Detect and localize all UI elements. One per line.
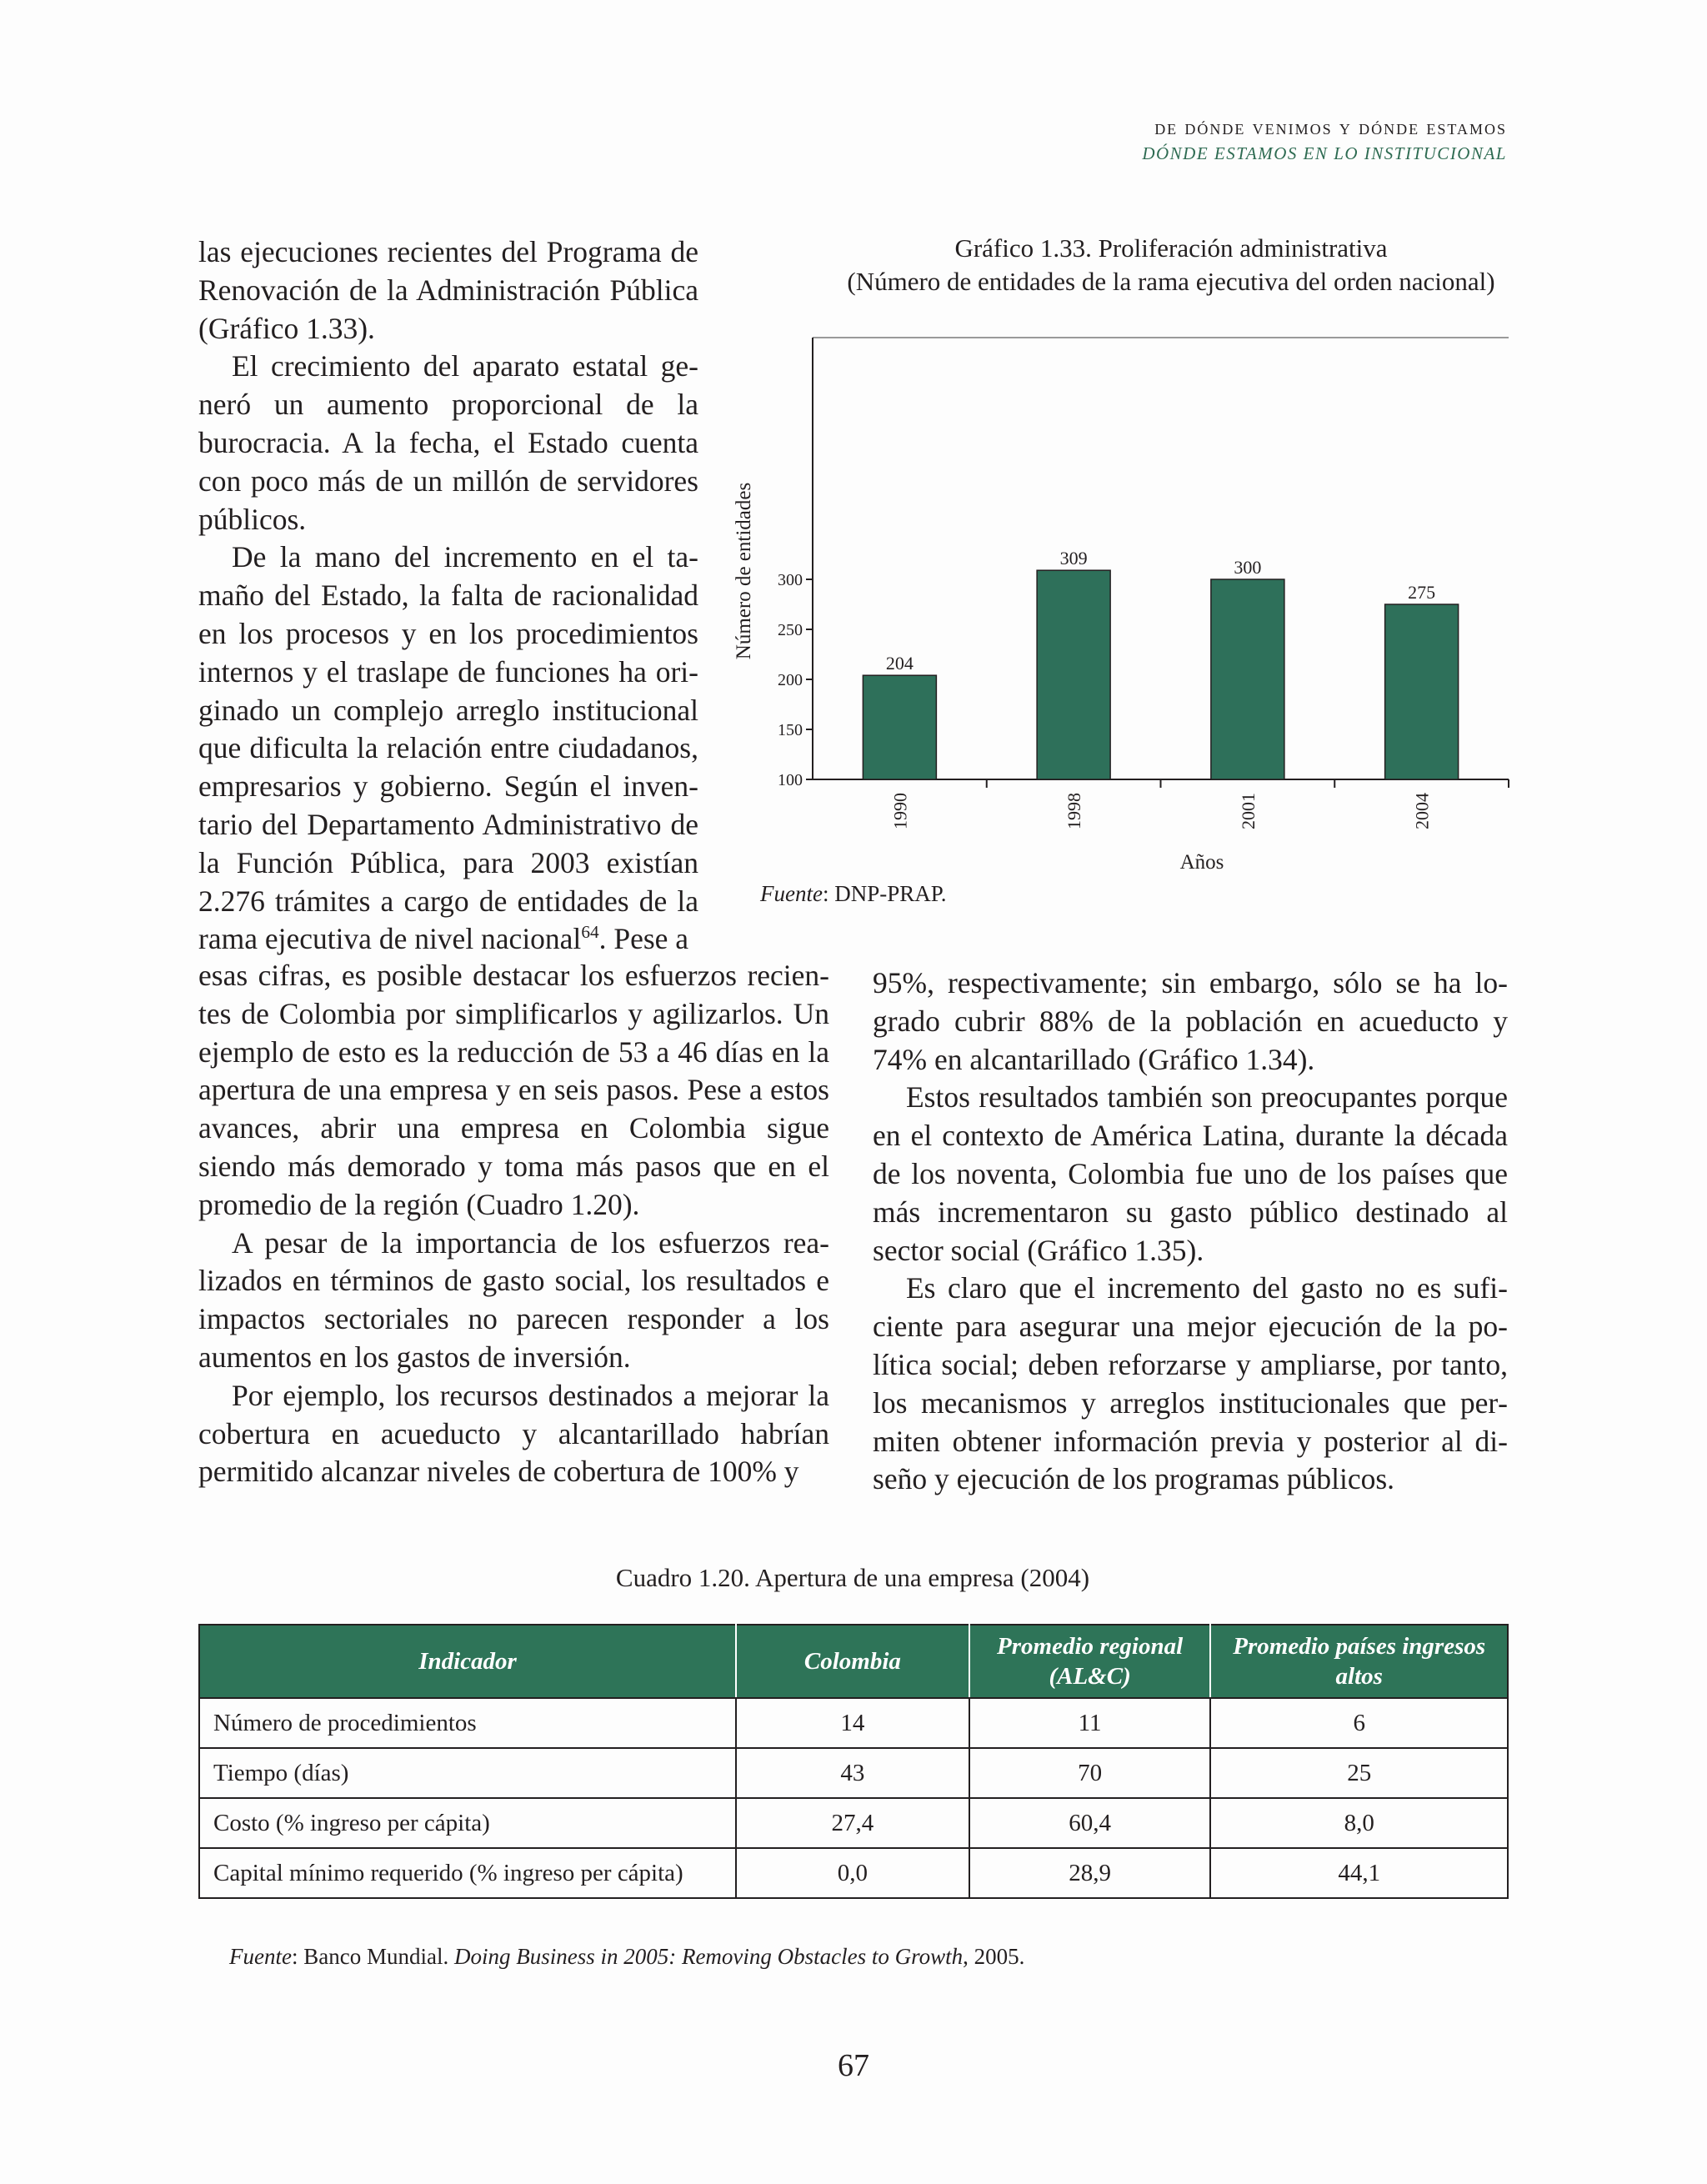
table-cell: 70 bbox=[969, 1748, 1211, 1798]
paragraph: Es claro que el incremento del gasto no es suficiente para asegurar una mejor ejecución de la política social; deben reforzarse y ampliarse, por tanto, los mecanismos y arreglos institucionales que permiten obtener información previa y posterior al diseño y ejecución de los programas públicos. bbox=[873, 1271, 1508, 1496]
text-column-left-top bbox=[198, 233, 698, 959]
table-cell: 43 bbox=[736, 1748, 969, 1798]
paragraph: Estos resultados también son preocupantes porque en el contexto de América Latina, durante la década de los noventa, Colombia fue uno de los países que más incrementaron su gasto público destinado al sector social (Gráfico 1.35). bbox=[873, 1080, 1508, 1267]
table-cell: 11 bbox=[969, 1698, 1211, 1748]
table-row bbox=[199, 1698, 1508, 1748]
bar-value-label: 204 bbox=[885, 653, 914, 674]
bar-2004 bbox=[1385, 604, 1459, 779]
table-cell: 14 bbox=[736, 1698, 969, 1748]
paragraph: esas cifras, es posible destacar los esfuerzos recientes de Colombia por simplificarlos y agilizarlos. Un ejemplo de esto es la reducción de 53 a 46 días en la apertura de una empresa y en seis pasos. Pese a estos avances, abrir una empresa en Colombia sigue siendo más demorado y toma más pasos que en el promedio de la región (Cuadro 1.20). bbox=[198, 959, 829, 1221]
table-cell: 28,9 bbox=[969, 1848, 1211, 1898]
x-tick-label: 1990 bbox=[889, 793, 911, 829]
bar-1998 bbox=[1037, 570, 1110, 779]
y-axis-title: Número de entidades bbox=[733, 482, 755, 660]
y-tick-label: 250 bbox=[778, 621, 803, 639]
x-tick-label: 2001 bbox=[1237, 793, 1259, 829]
footnote-reference[interactable]: 64 bbox=[581, 922, 599, 943]
paragraph: las ejecuciones recientes del Programa de Renovación de la Administración Pública (Gráfico 1.33). bbox=[198, 235, 698, 345]
table-cell: 6 bbox=[1210, 1698, 1508, 1748]
x-tick-label: 1998 bbox=[1064, 793, 1085, 829]
table-cell: Número de procedimientos bbox=[199, 1698, 736, 1748]
table-cell: 27,4 bbox=[736, 1798, 969, 1848]
paragraph: El crecimiento del aparato estatal generó un aumento proporcional de la burocracia. A la fecha, el Estado cuenta con poco más de un millón de servidores públicos. bbox=[198, 349, 698, 536]
chart-title bbox=[750, 232, 1592, 298]
running-head-chapter: de dónde venimos y dónde estamos bbox=[1154, 117, 1507, 139]
x-tick-label: 2004 bbox=[1411, 793, 1433, 829]
table-header-row bbox=[199, 1625, 1508, 1698]
y-tick-label: 200 bbox=[778, 671, 803, 689]
paragraph: A pesar de la importancia de los esfuerzos realizados en términos de gasto social, los resultados e impactos sectoriales no parecen responder a los aumentos en los gastos de inversión. bbox=[198, 1225, 829, 1374]
source-publication-title: Doing Business in 2005: Removing Obstacles to Growth bbox=[453, 1944, 964, 1969]
table-cell: Costo (% ingreso per cápita) bbox=[199, 1798, 736, 1848]
column-header: Indicador bbox=[199, 1625, 736, 1698]
y-tick-label: 150 bbox=[778, 721, 803, 739]
bar-value-label: 300 bbox=[1234, 557, 1262, 578]
table-row bbox=[199, 1748, 1508, 1798]
page-number: 67 bbox=[838, 2048, 869, 2083]
source-label: Fuente bbox=[760, 881, 823, 906]
table-cell: 8,0 bbox=[1210, 1798, 1508, 1848]
column-header: Colombia bbox=[736, 1625, 969, 1698]
y-tick-label: 300 bbox=[778, 571, 803, 589]
source-label: Fuente bbox=[229, 1944, 292, 1969]
table-row bbox=[199, 1848, 1508, 1898]
table-cell: 25 bbox=[1210, 1748, 1508, 1798]
table-row bbox=[199, 1798, 1508, 1848]
paragraph bbox=[198, 538, 698, 959]
source-text: : DNP-PRAP. bbox=[822, 881, 947, 906]
bar-chart bbox=[725, 329, 1525, 879]
text-column-left-bottom bbox=[198, 957, 829, 1491]
paragraph: Por ejemplo, los recursos destinados a mejorar la cobertura en acueducto y alcantarillado habrían permitido alcanzar niveles de cobertura de 100% y bbox=[198, 1378, 829, 1489]
chart-source bbox=[760, 881, 947, 907]
table-cell: 0,0 bbox=[736, 1848, 969, 1898]
y-tick-label: 100 bbox=[778, 771, 803, 789]
paragraph-text: De la mano del incremento en el tamaño del Estado, la falta de racionalidad en los procesos y en los procedimientos internos y el traslape de funciones ha originado un complejo arreglo institucional que dificulta la relación entre ciudadanos, empresarios y gobierno. Según el inventario del Departamento Administrativo de la Función Pública, para 2003 existían 2.276 trámites a cargo de entidades de la rama ejecutiva de nivel nacional bbox=[198, 540, 698, 956]
table-source bbox=[229, 1944, 1024, 1970]
bar-value-label: 275 bbox=[1408, 582, 1436, 603]
paragraph-text-tail: . Pese a bbox=[598, 922, 689, 956]
table-cell: Tiempo (días) bbox=[199, 1748, 736, 1798]
running-head-section: DÓNDE ESTAMOS EN LO INSTITUCIONAL bbox=[1142, 143, 1507, 163]
source-text-end: , 2005. bbox=[963, 1944, 1025, 1969]
bar-2001 bbox=[1211, 579, 1284, 779]
table-cell: 60,4 bbox=[969, 1798, 1211, 1848]
text-column-right bbox=[873, 964, 1508, 1499]
running-head bbox=[1142, 117, 1507, 164]
column-header: Promedio regional (AL&C) bbox=[969, 1625, 1211, 1698]
paragraph: 95%, respectivamente; sin embargo, sólo se ha logrado cubrir 88% de la población en acueducto y 74% en alcantarillado (Gráfico 1.34). bbox=[873, 966, 1508, 1076]
bar-value-label: 309 bbox=[1059, 548, 1088, 569]
table-title: Cuadro 1.20. Apertura de una empresa (2004) bbox=[615, 1563, 1090, 1592]
data-table bbox=[198, 1624, 1509, 1899]
chart-title-main: Gráfico 1.33. Proliferación administrativa bbox=[954, 233, 1388, 263]
chart-title-subtitle: (Número de entidades de la rama ejecutiva del orden nacional) bbox=[847, 267, 1495, 296]
bar-1990 bbox=[863, 675, 936, 779]
source-text: : Banco Mundial. bbox=[291, 1944, 454, 1969]
table-cell: Capital mínimo requerido (% ingreso per cápita) bbox=[199, 1848, 736, 1898]
column-header: Promedio países ingresos altos bbox=[1210, 1625, 1508, 1698]
table-cell: 44,1 bbox=[1210, 1848, 1508, 1898]
x-axis-title: Años bbox=[1179, 851, 1224, 874]
